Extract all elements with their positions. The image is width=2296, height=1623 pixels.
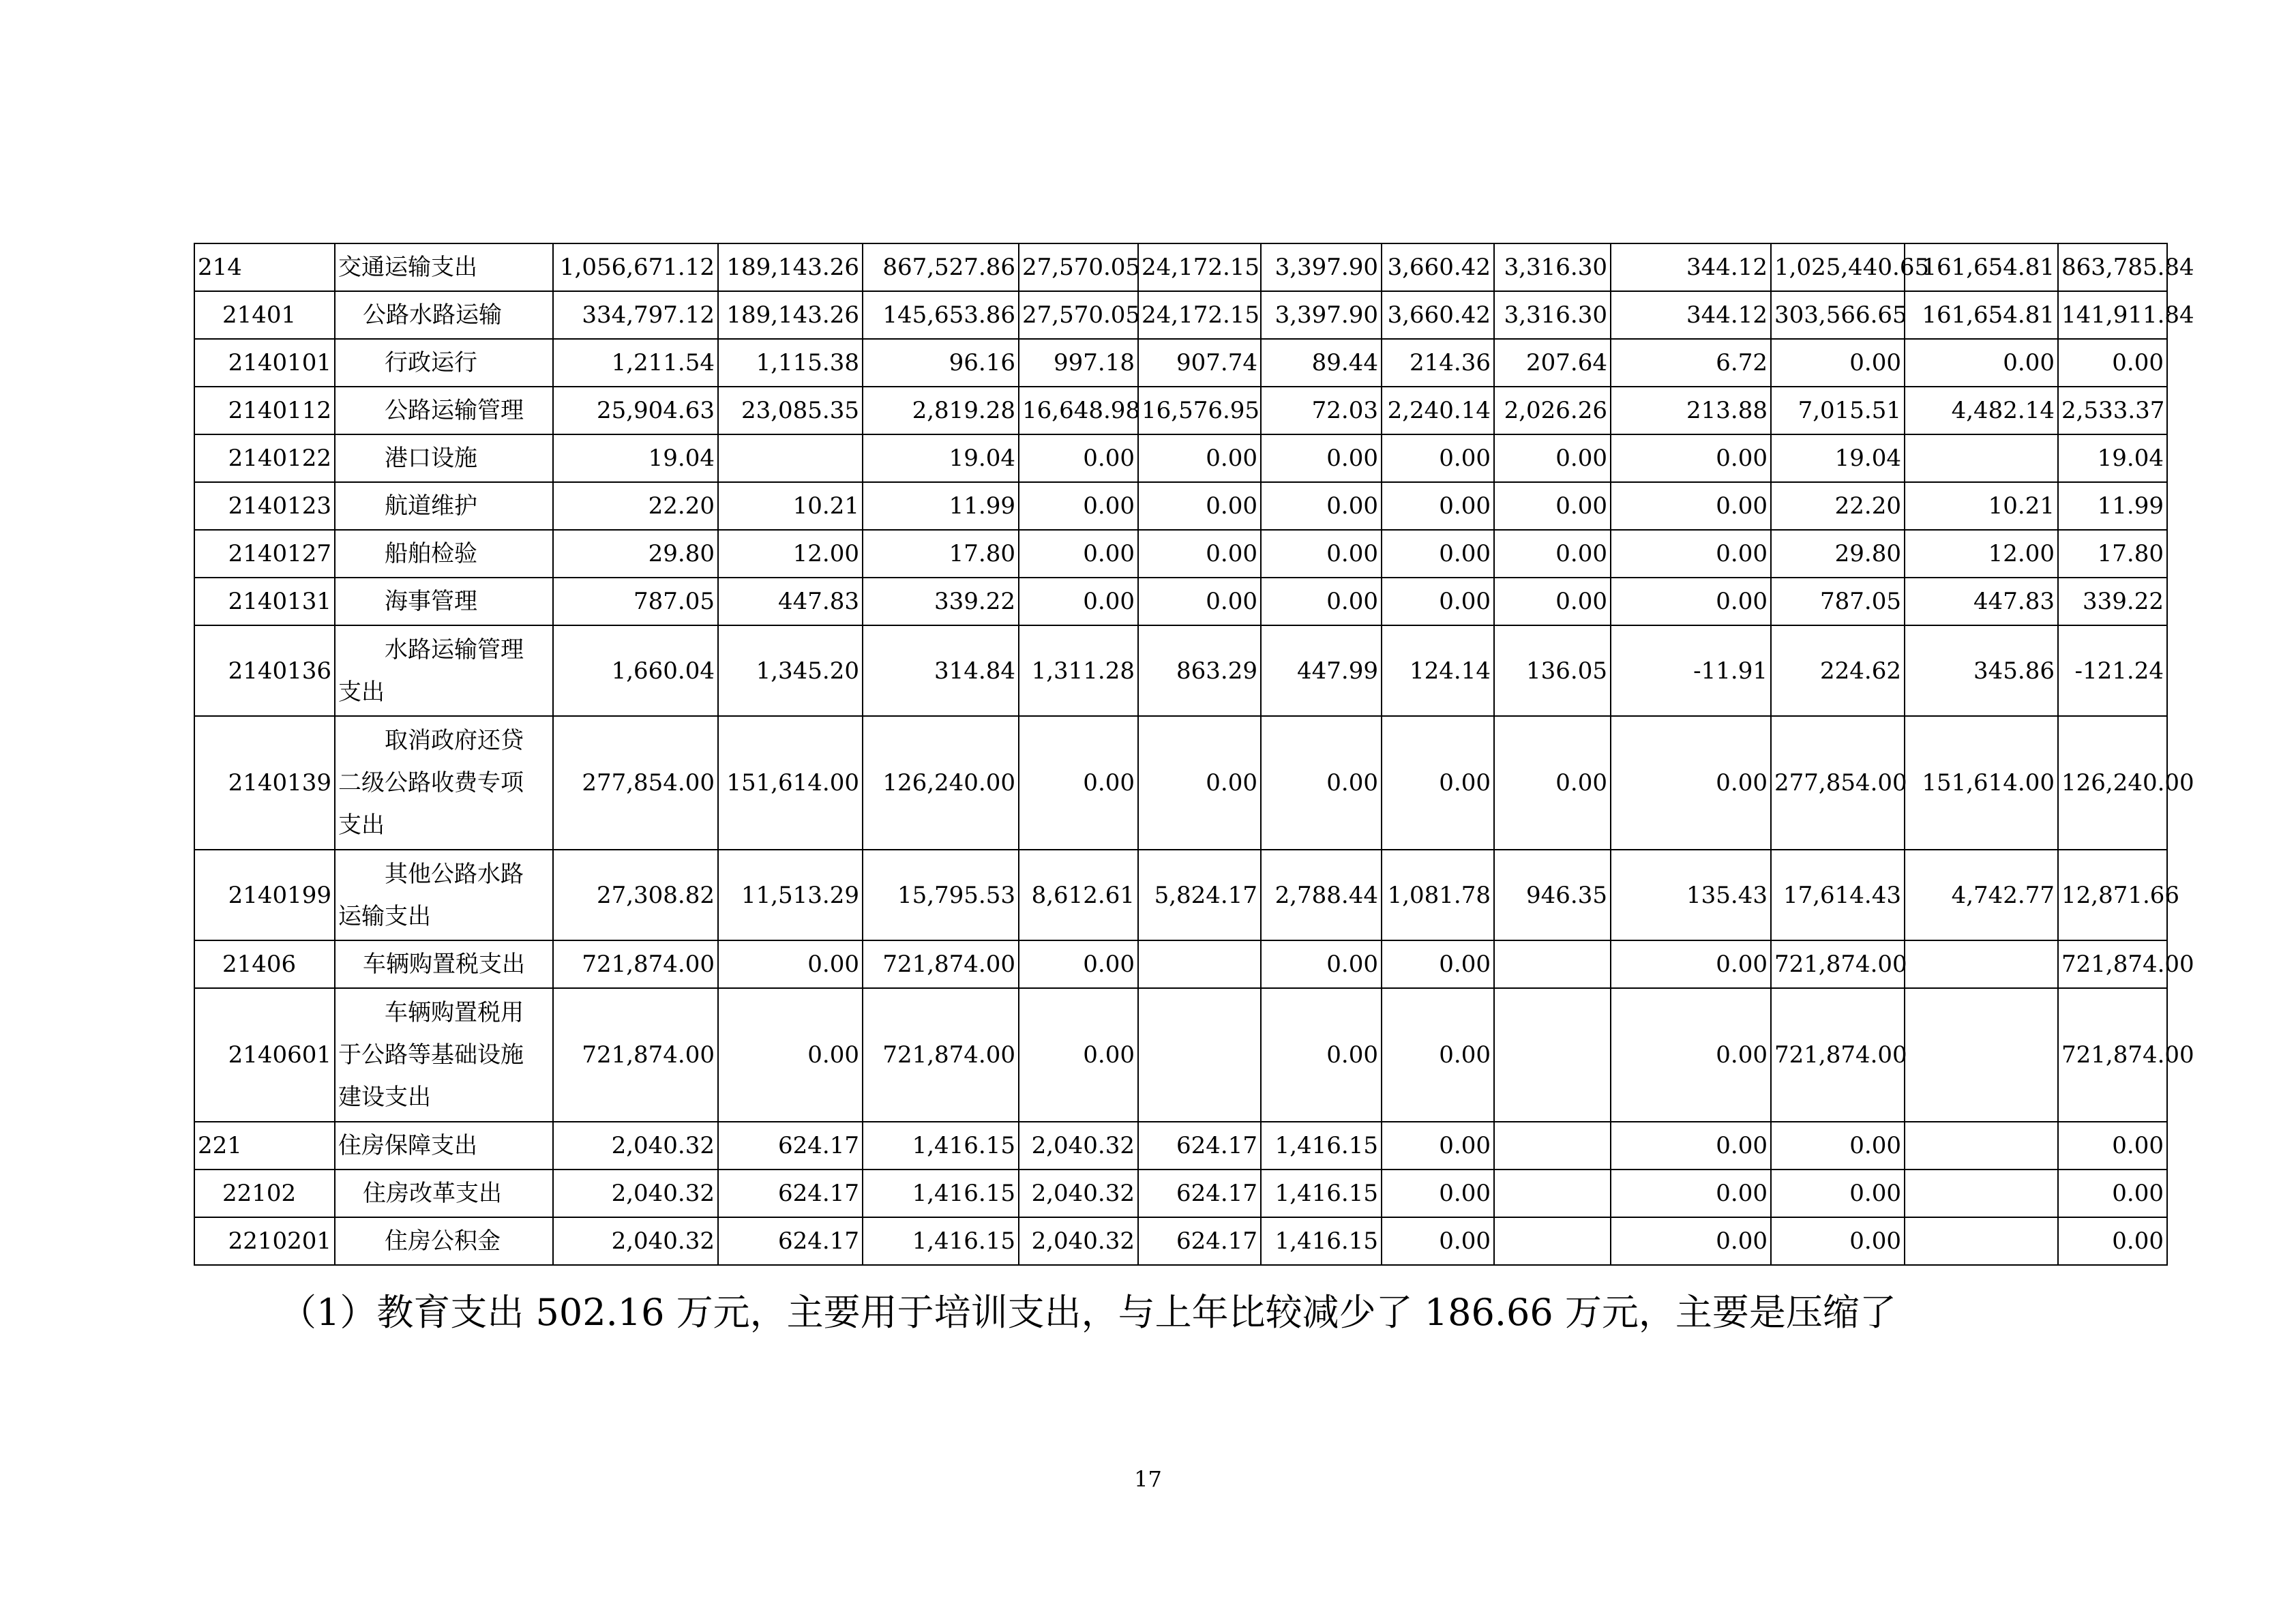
value-cell: 10.21 — [1905, 482, 2058, 530]
value-cell: 277,854.00 — [553, 716, 718, 850]
value-cell: 0.00 — [1019, 482, 1138, 530]
value-cell: 1,211.54 — [553, 339, 718, 387]
value-cell: 0.00 — [1905, 339, 2058, 387]
value-cell: 0.00 — [2058, 1122, 2167, 1170]
value-cell: 303,566.65 — [1771, 291, 1905, 339]
value-cell: 0.00 — [1382, 578, 1494, 625]
row-name — [335, 716, 553, 850]
value-cell: 136.05 — [1494, 625, 1611, 716]
value-cell: 1,115.38 — [718, 339, 863, 387]
row-name-line: 海事管理 — [385, 588, 477, 615]
value-cell: 11,513.29 — [718, 850, 863, 940]
value-cell: 0.00 — [1382, 1170, 1494, 1217]
value-cell: 124.14 — [1382, 625, 1494, 716]
value-cell: 624.17 — [718, 1170, 863, 1217]
value-cell: 2,819.28 — [863, 387, 1019, 434]
value-cell — [718, 434, 863, 482]
value-cell: 1,416.15 — [863, 1217, 1019, 1265]
row-name — [335, 850, 553, 940]
row-name — [335, 988, 553, 1122]
value-cell: 0.00 — [1611, 1217, 1771, 1265]
value-cell: 0.00 — [1611, 716, 1771, 850]
value-cell: 2,788.44 — [1261, 850, 1382, 940]
value-cell: 27,308.82 — [553, 850, 718, 940]
value-cell: 24,172.15 — [1138, 291, 1261, 339]
value-cell: 0.00 — [1494, 434, 1611, 482]
value-cell: 0.00 — [1261, 530, 1382, 578]
row-name-line: 取消政府还贷 — [385, 727, 524, 754]
row-name-line: 运输支出 — [338, 902, 431, 930]
value-cell: 0.00 — [1261, 434, 1382, 482]
value-cell: 277,854.00 — [1771, 716, 1905, 850]
value-cell: 344.12 — [1611, 243, 1771, 291]
body-paragraph: （1）教育支出 502.16 万元，主要用于培训支出，与上年比较减少了 186.66 万元，主要是压缩了 — [280, 1291, 1896, 1334]
value-cell: 1,660.04 — [553, 625, 718, 716]
value-cell: 12.00 — [718, 530, 863, 578]
row-name — [335, 1170, 553, 1217]
table-row — [194, 1217, 2167, 1265]
value-cell: 0.00 — [1494, 578, 1611, 625]
row-code: 2140127 — [194, 530, 335, 578]
value-cell: 10.21 — [718, 482, 863, 530]
value-cell: 161,654.81 — [1905, 291, 2058, 339]
value-cell — [1905, 1170, 2058, 1217]
value-cell: 3,397.90 — [1261, 291, 1382, 339]
value-cell: 721,874.00 — [2058, 988, 2167, 1122]
value-cell: 17.80 — [863, 530, 1019, 578]
value-cell: 141,911.84 — [2058, 291, 2167, 339]
value-cell — [1494, 988, 1611, 1122]
value-cell: 447.83 — [718, 578, 863, 625]
table-row — [194, 434, 2167, 482]
value-cell: 27,570.05 — [1019, 243, 1138, 291]
value-cell: 0.00 — [1771, 1170, 1905, 1217]
row-code: 2140199 — [194, 850, 335, 940]
value-cell — [1138, 988, 1261, 1122]
value-cell: 997.18 — [1019, 339, 1138, 387]
value-cell: 2,040.32 — [1019, 1122, 1138, 1170]
value-cell: 23,085.35 — [718, 387, 863, 434]
value-cell: 22.20 — [1771, 482, 1905, 530]
value-cell: 0.00 — [1138, 578, 1261, 625]
value-cell: 1,311.28 — [1019, 625, 1138, 716]
value-cell: 0.00 — [1019, 716, 1138, 850]
row-name — [335, 530, 553, 578]
value-cell: 0.00 — [1261, 988, 1382, 1122]
value-cell: 344.12 — [1611, 291, 1771, 339]
table-row — [194, 339, 2167, 387]
value-cell: 89.44 — [1261, 339, 1382, 387]
value-cell: 224.62 — [1771, 625, 1905, 716]
value-cell: 2,040.32 — [553, 1217, 718, 1265]
row-name — [335, 434, 553, 482]
value-cell: -121.24 — [2058, 625, 2167, 716]
value-cell: 0.00 — [1382, 1217, 1494, 1265]
value-cell: 19.04 — [1771, 434, 1905, 482]
value-cell: 0.00 — [1019, 988, 1138, 1122]
value-cell: 1,416.15 — [863, 1170, 1019, 1217]
table-row — [194, 940, 2167, 988]
row-name — [335, 940, 553, 988]
value-cell — [1905, 940, 2058, 988]
value-cell: 214.36 — [1382, 339, 1494, 387]
value-cell: 11.99 — [863, 482, 1019, 530]
row-name — [335, 625, 553, 716]
value-cell: 19.04 — [863, 434, 1019, 482]
value-cell: 22.20 — [553, 482, 718, 530]
value-cell: 787.05 — [553, 578, 718, 625]
value-cell: 135.43 — [1611, 850, 1771, 940]
value-cell: 0.00 — [1382, 482, 1494, 530]
row-code: 2140122 — [194, 434, 335, 482]
value-cell: 2,026.26 — [1494, 387, 1611, 434]
value-cell: 0.00 — [1382, 1122, 1494, 1170]
value-cell: 1,345.20 — [718, 625, 863, 716]
value-cell: 624.17 — [718, 1217, 863, 1265]
row-code: 2140101 — [194, 339, 335, 387]
row-name — [335, 578, 553, 625]
value-cell: 1,056,671.12 — [553, 243, 718, 291]
table-row — [194, 1170, 2167, 1217]
value-cell: 4,482.14 — [1905, 387, 2058, 434]
value-cell: 0.00 — [1611, 940, 1771, 988]
row-name-line: 行政运行 — [385, 349, 477, 376]
table-row — [194, 387, 2167, 434]
value-cell: 16,648.98 — [1019, 387, 1138, 434]
value-cell: 339.22 — [2058, 578, 2167, 625]
row-name-line: 住房保障支出 — [338, 1132, 477, 1159]
row-name — [335, 387, 553, 434]
value-cell: 189,143.26 — [718, 243, 863, 291]
value-cell: 867,527.86 — [863, 243, 1019, 291]
value-cell: 5,824.17 — [1138, 850, 1261, 940]
row-code: 2140601 — [194, 988, 335, 1122]
value-cell: 1,416.15 — [1261, 1170, 1382, 1217]
value-cell: 0.00 — [1261, 940, 1382, 988]
value-cell: 447.83 — [1905, 578, 2058, 625]
value-cell — [1138, 940, 1261, 988]
value-cell: 6.72 — [1611, 339, 1771, 387]
value-cell: 12,871.66 — [2058, 850, 2167, 940]
table-row — [194, 578, 2167, 625]
value-cell: 946.35 — [1494, 850, 1611, 940]
value-cell: 17,614.43 — [1771, 850, 1905, 940]
value-cell: 0.00 — [1382, 434, 1494, 482]
value-cell — [1494, 1122, 1611, 1170]
value-cell: 0.00 — [1611, 434, 1771, 482]
row-name — [335, 482, 553, 530]
row-name-line: 车辆购置税支出 — [363, 951, 525, 978]
value-cell: 0.00 — [2058, 1170, 2167, 1217]
value-cell: 207.64 — [1494, 339, 1611, 387]
value-cell: 339.22 — [863, 578, 1019, 625]
value-cell: 0.00 — [718, 940, 863, 988]
row-name-line: 港口设施 — [385, 445, 477, 472]
table-row — [194, 1122, 2167, 1170]
table-row — [194, 850, 2167, 940]
value-cell: 0.00 — [1019, 530, 1138, 578]
value-cell: 721,874.00 — [1771, 940, 1905, 988]
value-cell: 2,240.14 — [1382, 387, 1494, 434]
value-cell: 19.04 — [2058, 434, 2167, 482]
row-code: 2140112 — [194, 387, 335, 434]
value-cell: 0.00 — [1261, 578, 1382, 625]
table-row — [194, 530, 2167, 578]
value-cell: 11.99 — [2058, 482, 2167, 530]
value-cell: 0.00 — [1494, 716, 1611, 850]
value-cell: 8,612.61 — [1019, 850, 1138, 940]
value-cell: 0.00 — [1382, 988, 1494, 1122]
value-cell: -11.91 — [1611, 625, 1771, 716]
value-cell: 213.88 — [1611, 387, 1771, 434]
row-name-line: 车辆购置税用 — [385, 999, 524, 1026]
value-cell: 151,614.00 — [718, 716, 863, 850]
value-cell: 0.00 — [1382, 940, 1494, 988]
row-name-line: 水路运输管理 — [385, 636, 524, 664]
row-code: 22102 — [194, 1170, 335, 1217]
value-cell: 0.00 — [1611, 530, 1771, 578]
row-name-line: 交通运输支出 — [338, 254, 477, 281]
value-cell: 0.00 — [1611, 482, 1771, 530]
row-name — [335, 1122, 553, 1170]
value-cell — [1905, 988, 2058, 1122]
value-cell: 1,416.15 — [1261, 1217, 1382, 1265]
value-cell: 1,081.78 — [1382, 850, 1494, 940]
value-cell: 624.17 — [1138, 1170, 1261, 1217]
value-cell: 721,874.00 — [553, 988, 718, 1122]
value-cell: 19.04 — [553, 434, 718, 482]
value-cell: 0.00 — [1494, 482, 1611, 530]
value-cell: 0.00 — [1019, 434, 1138, 482]
value-cell: 0.00 — [1771, 1217, 1905, 1265]
value-cell: 151,614.00 — [1905, 716, 2058, 850]
row-name-line: 支出 — [338, 678, 385, 706]
value-cell: 72.03 — [1261, 387, 1382, 434]
value-cell: 0.00 — [1138, 716, 1261, 850]
value-cell: 0.00 — [1771, 1122, 1905, 1170]
value-cell: 189,143.26 — [718, 291, 863, 339]
value-cell: 314.84 — [863, 625, 1019, 716]
value-cell: 29.80 — [553, 530, 718, 578]
value-cell: 863,785.84 — [2058, 243, 2167, 291]
row-code: 2140136 — [194, 625, 335, 716]
row-name-line: 住房公积金 — [385, 1227, 501, 1255]
row-name-line: 住房改革支出 — [363, 1180, 502, 1207]
row-name-line: 支出 — [338, 812, 385, 839]
budget-table — [194, 243, 2194, 1266]
row-name-line: 船舶检验 — [385, 540, 477, 567]
value-cell: 0.00 — [1611, 578, 1771, 625]
value-cell: 15,795.53 — [863, 850, 1019, 940]
value-cell: 0.00 — [718, 988, 863, 1122]
value-cell: 624.17 — [1138, 1122, 1261, 1170]
value-cell: 0.00 — [1138, 530, 1261, 578]
value-cell: 721,874.00 — [553, 940, 718, 988]
value-cell: 3,397.90 — [1261, 243, 1382, 291]
value-cell: 17.80 — [2058, 530, 2167, 578]
value-cell: 907.74 — [1138, 339, 1261, 387]
value-cell — [1494, 1217, 1611, 1265]
value-cell: 0.00 — [1261, 716, 1382, 850]
value-cell: 721,874.00 — [2058, 940, 2167, 988]
row-code: 214 — [194, 243, 335, 291]
table-row — [194, 988, 2167, 1122]
row-name-line: 于公路等基础设施 — [338, 1041, 524, 1069]
value-cell: 0.00 — [2058, 1217, 2167, 1265]
value-cell: 0.00 — [1382, 530, 1494, 578]
value-cell — [1494, 940, 1611, 988]
row-name — [335, 243, 553, 291]
value-cell: 96.16 — [863, 339, 1019, 387]
value-cell: 624.17 — [1138, 1217, 1261, 1265]
row-code: 221 — [194, 1122, 335, 1170]
value-cell: 12.00 — [1905, 530, 2058, 578]
page-number: 17 — [1134, 1466, 1162, 1492]
value-cell: 0.00 — [1611, 1122, 1771, 1170]
value-cell: 334,797.12 — [553, 291, 718, 339]
row-name — [335, 339, 553, 387]
table-row — [194, 291, 2167, 339]
value-cell: 3,316.30 — [1494, 291, 1611, 339]
row-name-line: 其他公路水路 — [385, 860, 524, 888]
value-cell — [1905, 1122, 2058, 1170]
row-name — [335, 1217, 553, 1265]
value-cell: 27,570.05 — [1019, 291, 1138, 339]
value-cell: 787.05 — [1771, 578, 1905, 625]
value-cell: 0.00 — [1494, 530, 1611, 578]
value-cell: 2,040.32 — [1019, 1170, 1138, 1217]
value-cell: 25,904.63 — [553, 387, 718, 434]
value-cell: 126,240.00 — [863, 716, 1019, 850]
value-cell: 1,416.15 — [863, 1122, 1019, 1170]
table-row — [194, 482, 2167, 530]
value-cell — [1494, 1170, 1611, 1217]
value-cell: 3,660.42 — [1382, 291, 1494, 339]
table-row — [194, 243, 2167, 291]
row-code: 2140139 — [194, 716, 335, 850]
value-cell: 4,742.77 — [1905, 850, 2058, 940]
value-cell: 0.00 — [1019, 578, 1138, 625]
value-cell: 0.00 — [1382, 716, 1494, 850]
value-cell: 24,172.15 — [1138, 243, 1261, 291]
value-cell: 863.29 — [1138, 625, 1261, 716]
value-cell: 721,874.00 — [1771, 988, 1905, 1122]
row-name — [335, 291, 553, 339]
value-cell: 16,576.95 — [1138, 387, 1261, 434]
value-cell: 0.00 — [2058, 339, 2167, 387]
value-cell: 3,316.30 — [1494, 243, 1611, 291]
row-code: 2210201 — [194, 1217, 335, 1265]
value-cell: 624.17 — [718, 1122, 863, 1170]
value-cell: 2,040.32 — [1019, 1217, 1138, 1265]
row-name-line: 建设支出 — [338, 1084, 431, 1111]
value-cell: 447.99 — [1261, 625, 1382, 716]
value-cell: 1,416.15 — [1261, 1122, 1382, 1170]
row-name-line: 公路水路运输 — [363, 301, 502, 329]
value-cell: 0.00 — [1611, 1170, 1771, 1217]
row-code: 21401 — [194, 291, 335, 339]
value-cell: 0.00 — [1138, 482, 1261, 530]
value-cell: 721,874.00 — [863, 988, 1019, 1122]
row-name-line: 航道维护 — [385, 492, 477, 520]
value-cell: 0.00 — [1138, 434, 1261, 482]
value-cell: 345.86 — [1905, 625, 2058, 716]
value-cell: 0.00 — [1019, 940, 1138, 988]
row-name-line: 公路运输管理 — [385, 397, 524, 424]
row-name-line: 二级公路收费专项 — [338, 769, 524, 796]
value-cell: 161,654.81 — [1905, 243, 2058, 291]
value-cell: 2,040.32 — [553, 1122, 718, 1170]
value-cell — [1905, 434, 2058, 482]
value-cell: 1,025,440.65 — [1771, 243, 1905, 291]
value-cell: 145,653.86 — [863, 291, 1019, 339]
row-code: 2140123 — [194, 482, 335, 530]
table-row — [194, 625, 2167, 716]
table-row — [194, 716, 2167, 850]
row-code: 21406 — [194, 940, 335, 988]
value-cell: 0.00 — [1771, 339, 1905, 387]
value-cell: 126,240.00 — [2058, 716, 2167, 850]
value-cell: 29.80 — [1771, 530, 1905, 578]
value-cell: 3,660.42 — [1382, 243, 1494, 291]
value-cell: 7,015.51 — [1771, 387, 1905, 434]
value-cell: 0.00 — [1611, 988, 1771, 1122]
value-cell: 2,533.37 — [2058, 387, 2167, 434]
row-code: 2140131 — [194, 578, 335, 625]
value-cell: 0.00 — [1261, 482, 1382, 530]
value-cell: 2,040.32 — [553, 1170, 718, 1217]
value-cell — [1905, 1217, 2058, 1265]
value-cell: 721,874.00 — [863, 940, 1019, 988]
